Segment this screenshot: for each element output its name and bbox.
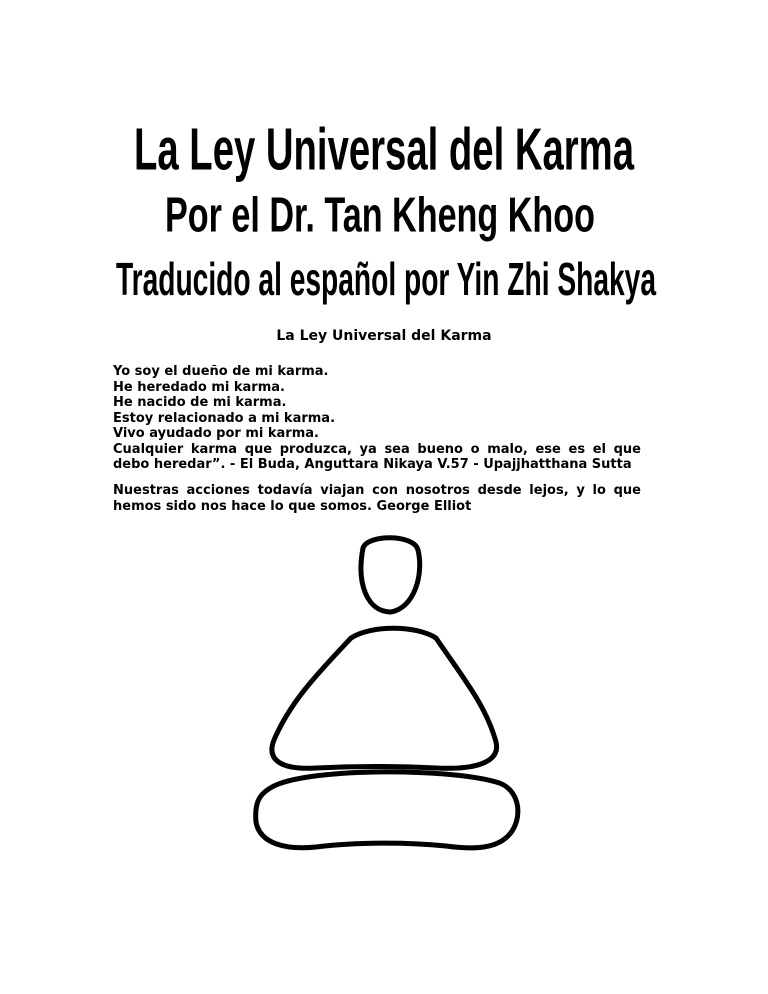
figure-torso [272, 628, 497, 768]
verse-block [113, 364, 641, 473]
title-graphic [100, 100, 668, 310]
verse-line: Vivo ayudado por mi karma. [113, 426, 319, 441]
verse-line: Estoy relacionado a mi karma. [113, 410, 336, 426]
verse-line: He heredado mi karma. [113, 379, 285, 395]
figure-head [361, 538, 420, 612]
verse-closing: Cualquier karma que produzca, ya sea bueno o malo, ese es el que debo heredar”. - El Buda, Anguttara Nikaya V.57 - Upajjhatthana Sutta [113, 441, 641, 472]
title-line-3: Traducido al español por Yin Zhi Shakya [116, 252, 657, 306]
document-heading: La Ley Universal del Karma [276, 328, 492, 344]
verse-line: He nacido de mi karma. [113, 395, 287, 410]
title-line-1: La Ley Universal del Karma [134, 117, 635, 184]
figure-legs [256, 772, 518, 848]
quote-paragraph: Nuestras acciones todavía viajan con nosotros desde lejos, y lo que hemos sido nos hace lo que somos. George Elliot [113, 483, 641, 514]
title-block [100, 100, 668, 310]
meditating-figure-icon [246, 530, 526, 855]
verse-line: Yo soy el dueño de mi karma. [113, 364, 329, 379]
title-line-2: Por el Dr. Tan Kheng Khoo [165, 187, 595, 243]
